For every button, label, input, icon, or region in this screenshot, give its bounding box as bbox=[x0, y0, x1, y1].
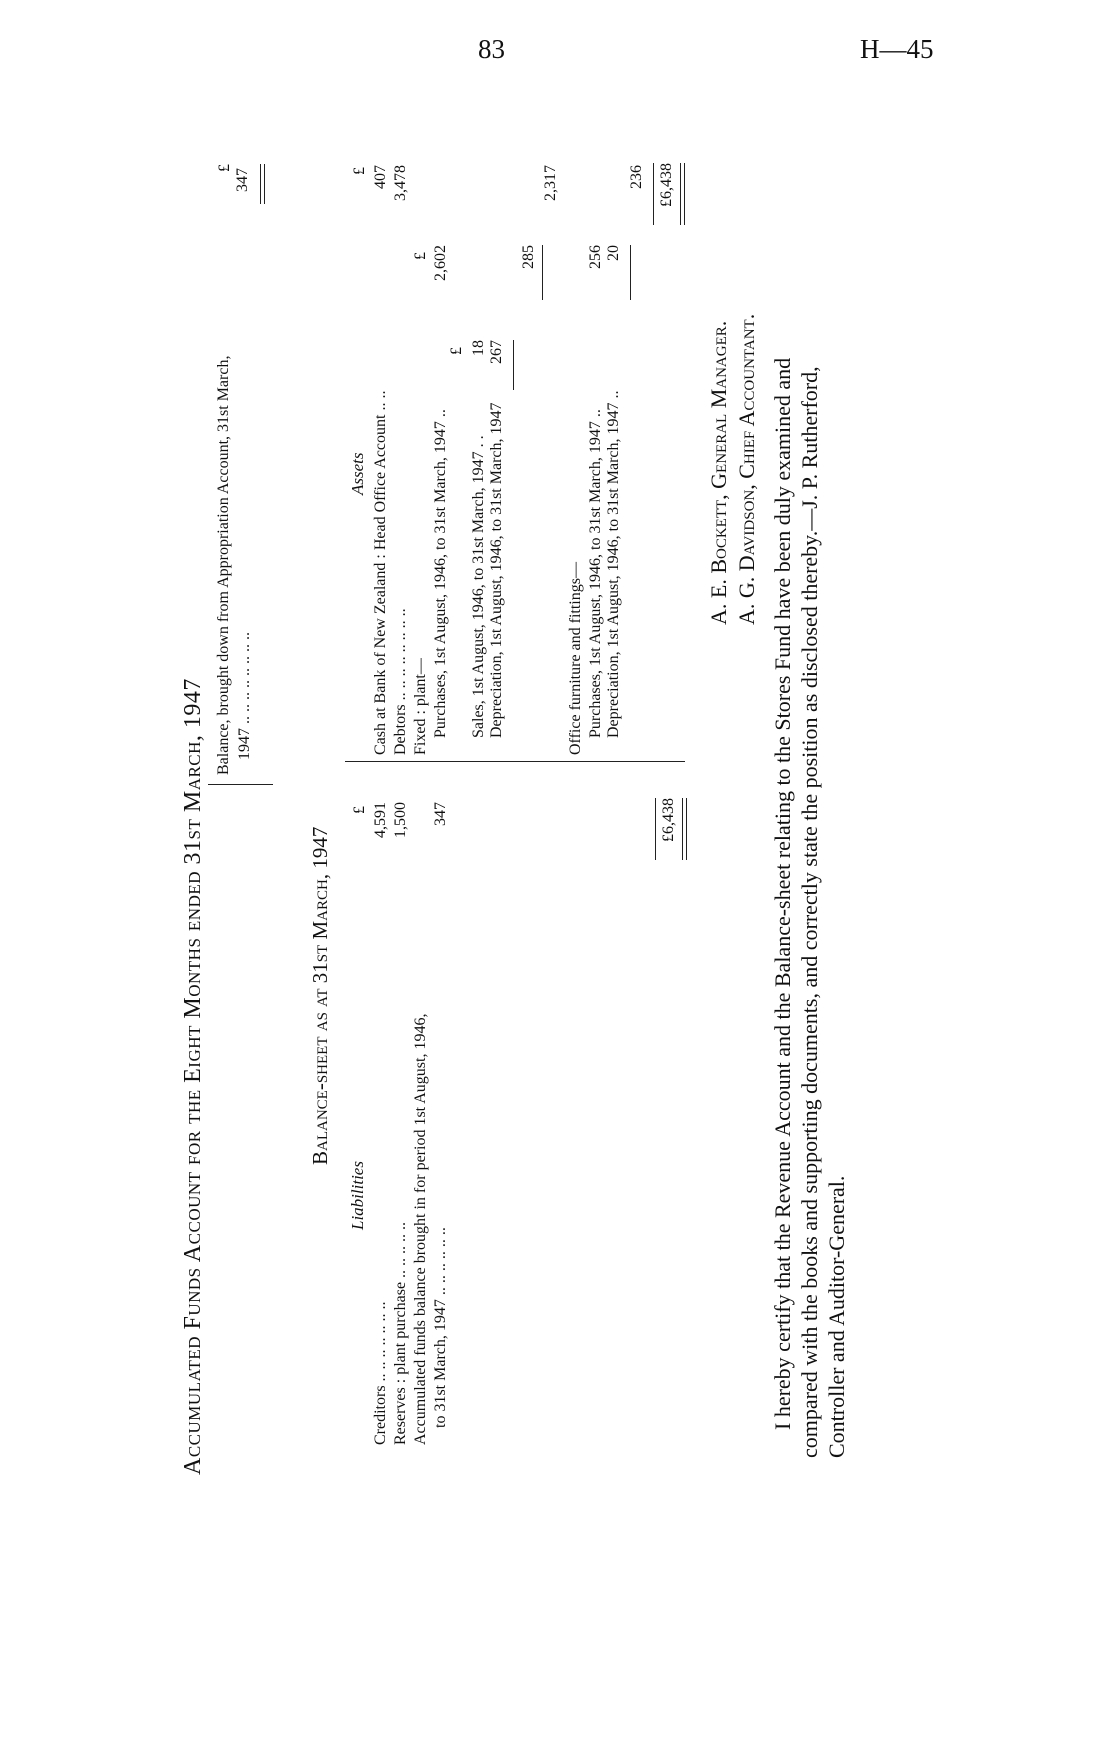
accumulated-funds-label-1: Accumulated funds balance brought in for period 1st August, 1946, bbox=[412, 1013, 429, 1445]
page-number: 83 bbox=[478, 34, 505, 64]
assets-heading: Assets bbox=[348, 452, 367, 495]
office-purchases-label: Purchases, 1st August, 1946, to 31st March, 1947 .. bbox=[587, 409, 604, 738]
accumulated-funds-label-2: to 31st March, 1947 .. .. .. .. .. .. bbox=[432, 1227, 449, 1428]
office-depreciation-amount: 20 bbox=[605, 245, 622, 261]
reserves-amount: 1,500 bbox=[392, 802, 409, 838]
assets-total: £6,438 bbox=[658, 163, 675, 207]
cash-amount: 407 bbox=[372, 165, 389, 189]
plant-net-amount: 2,317 bbox=[542, 165, 559, 201]
certificate-line-3: Controller and Auditor-General. bbox=[824, 1175, 849, 1458]
plant-inner-currency: £ bbox=[448, 347, 465, 355]
office-purchases-amount: 256 bbox=[587, 245, 604, 269]
chief-accountant-signature: A. G. Davidson, Chief Accountant. bbox=[734, 313, 759, 625]
creditors-amount: 4,591 bbox=[372, 802, 389, 838]
rotated-page-content bbox=[130, 40, 1114, 1680]
fixed-plant-label: Fixed : plant— bbox=[412, 658, 429, 755]
accumulated-balance-line-2: 1947 .. .. .. .. .. .. .. .. bbox=[236, 632, 253, 760]
plant-purchases-label: Purchases, 1st August, 1946, to 31st March, 1947 .. bbox=[432, 409, 449, 738]
balance-sheet-title: Balance-sheet as at 31st March, 1947 bbox=[308, 826, 332, 1165]
plant-deduction-total: 285 bbox=[520, 245, 537, 269]
assets-currency: £ bbox=[351, 167, 368, 175]
accumulated-balance-line-1: Balance, brought down from Appropriation Account, 31st March, bbox=[215, 355, 232, 775]
office-furniture-label: Office furniture and fittings— bbox=[567, 562, 584, 755]
reserves-label: Reserves : plant purchase .. .. .. .. .. bbox=[392, 1221, 409, 1445]
debtors-amount: 3,478 bbox=[392, 165, 409, 201]
plant-depreciation-label: Depreciation, 1st August, 1946, to 31st March, 1947 bbox=[488, 402, 505, 738]
liabilities-heading: Liabilities bbox=[348, 1161, 367, 1230]
creditors-label: Creditors .. .. .. .. .. .. .. bbox=[372, 1301, 389, 1445]
plant-purchases-amount: 2,602 bbox=[432, 245, 449, 281]
plant-sales-label: Sales, 1st August, 1946, to 31st March, 1947 . . bbox=[470, 435, 487, 738]
fixed-plant-currency: £ bbox=[412, 252, 429, 260]
accumulated-funds-title: Accumulated Funds Account for the Eight Months ended 31st March, 1947 bbox=[180, 678, 206, 1475]
cash-label: Cash at Bank of New Zealand : Head Office Account .. .. bbox=[372, 390, 389, 755]
office-depreciation-label: Depreciation, 1st August, 1946, to 31st March, 1947 .. bbox=[605, 390, 622, 738]
document-code: H—45 bbox=[860, 34, 934, 64]
debtors-label: Debtors .. .. .. .. .. .. .. .. bbox=[392, 608, 409, 755]
accumulated-amount: 347 bbox=[234, 168, 251, 192]
general-manager-signature: A. E. Bockett, General Manager. bbox=[706, 320, 731, 625]
office-net-amount: 236 bbox=[628, 165, 645, 189]
accumulated-currency: £ bbox=[216, 164, 233, 172]
liabilities-total: £6,438 bbox=[660, 798, 677, 842]
plant-sales-amount: 18 bbox=[470, 340, 487, 356]
accumulated-funds-amount: 347 bbox=[432, 802, 449, 826]
certificate-line-1: I hereby certify that the Revenue Account and the Balance-sheet relating to the Stores Fund have been duly examined and bbox=[770, 357, 795, 1430]
plant-depreciation-amount: 267 bbox=[488, 340, 505, 364]
liabilities-currency: £ bbox=[351, 806, 368, 814]
certificate-line-2: compared with the books and supporting documents, and correctly state the position as disclosed thereby.—J. P. Rutherford, bbox=[797, 366, 822, 1458]
